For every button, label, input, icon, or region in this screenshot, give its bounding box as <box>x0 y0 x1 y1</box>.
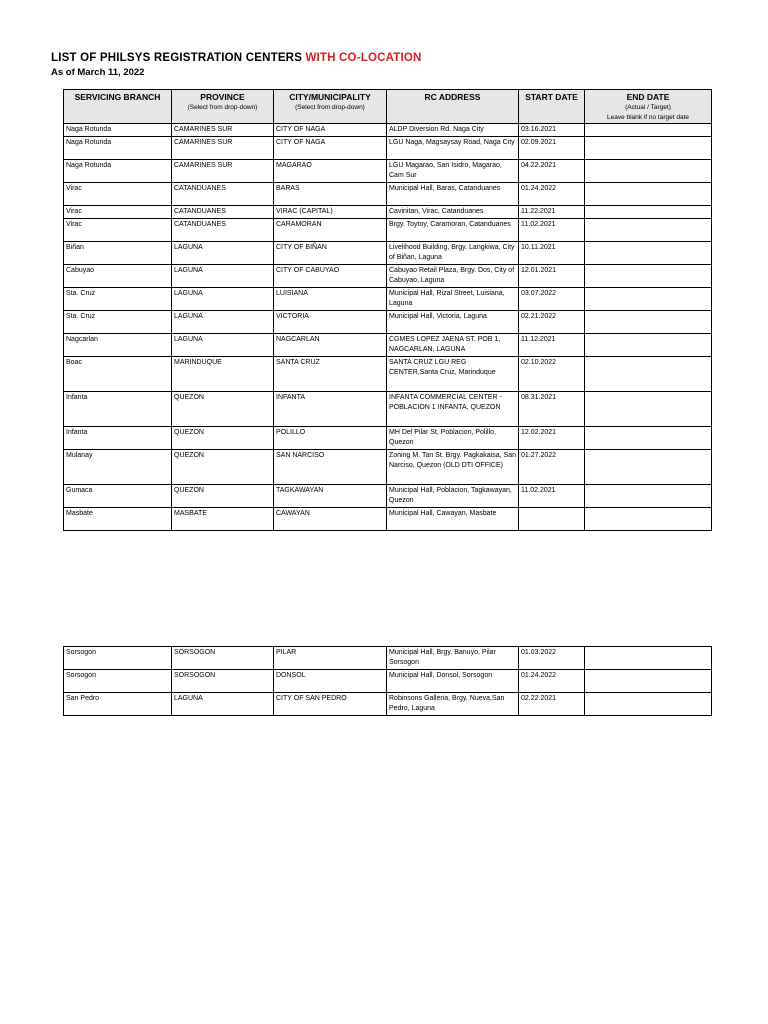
cell-servicing-branch: Boac <box>64 357 172 392</box>
cell-start-date: 10.11.2021 <box>519 242 585 265</box>
cell-end-date <box>585 392 712 427</box>
cell-end-date <box>585 693 712 716</box>
cell-servicing-branch: Sorsogon <box>64 670 172 693</box>
as-of-date: As of March 11, 2022 <box>51 67 145 78</box>
cell-start-date: 02.21.2022 <box>519 311 585 334</box>
table-row <box>64 670 712 693</box>
cell-end-date <box>585 427 712 450</box>
header-end-date-note: (Actual / Target) <box>625 104 671 111</box>
cell-city-municipality: PILAR <box>274 647 387 670</box>
cell-city-municipality: INFANTA <box>274 392 387 427</box>
cell-rc-address: Livelihood Building, Brgy. Langkiwa, City of Biñan, Laguna <box>387 242 519 265</box>
cell-city-municipality: TAGKAWAYAN <box>274 485 387 508</box>
cell-province: QUEZON <box>172 392 274 427</box>
cell-start-date: 02.10.2022 <box>519 357 585 392</box>
cell-servicing-branch: Virac <box>64 219 172 242</box>
cell-city-municipality: VIRAC (CAPITAL) <box>274 206 387 219</box>
title-main: LIST OF PHILSYS REGISTRATION CENTERS <box>51 52 306 64</box>
cell-city-municipality: DONSOL <box>274 670 387 693</box>
cell-rc-address: Municipal Hall, Victoria, Laguna <box>387 311 519 334</box>
cell-end-date <box>585 242 712 265</box>
cell-city-municipality: CAWAYAN <box>274 508 387 531</box>
cell-end-date <box>585 311 712 334</box>
cell-end-date <box>585 357 712 392</box>
cell-servicing-branch: Infanta <box>64 427 172 450</box>
cell-city-municipality: CITY OF NAGA <box>274 137 387 160</box>
cell-start-date <box>519 508 585 531</box>
cell-rc-address: Cabuyao Retail Plaza, Brgy. Dos, City of Cabuyao, Laguna <box>387 265 519 288</box>
cell-start-date: 01.03.2022 <box>519 647 585 670</box>
table-row <box>64 219 712 242</box>
cell-city-municipality: BARAS <box>274 183 387 206</box>
cell-servicing-branch: Naga Rotunda <box>64 137 172 160</box>
header-city-note: (Select from drop-down) <box>295 104 365 111</box>
cell-province: SORSOGON <box>172 647 274 670</box>
cell-end-date <box>585 160 712 183</box>
table-body-continued <box>64 647 712 716</box>
cell-servicing-branch: Masbate <box>64 508 172 531</box>
cell-rc-address: Municipal Hall, Poblacion, Tagkawayan, Quezon <box>387 485 519 508</box>
cell-province: SORSOGON <box>172 670 274 693</box>
cell-rc-address: SANTA CRUZ LGU REG CENTER,Santa Cruz, Marinduque <box>387 357 519 392</box>
header-province-note: (Select from drop-down) <box>187 104 258 111</box>
cell-start-date: 01.27.2022 <box>519 450 585 485</box>
cell-city-municipality: MAGARAO <box>274 160 387 183</box>
cell-city-municipality: VICTORIA <box>274 311 387 334</box>
table-body <box>64 124 712 531</box>
cell-rc-address: Municipal Hall, Rizal Street, Luisiana, Laguna <box>387 288 519 311</box>
table-row <box>64 183 712 206</box>
cell-rc-address: ALDP Diversion Rd. Naga City <box>387 124 519 137</box>
cell-end-date <box>585 183 712 206</box>
cell-province: LAGUNA <box>172 265 274 288</box>
cell-province: CAMARINES SUR <box>172 160 274 183</box>
table-row <box>64 357 712 392</box>
cell-rc-address: Municipal Hall, Brgy. Banuyo, Pilar Sorsogon <box>387 647 519 670</box>
cell-end-date <box>585 485 712 508</box>
registration-centers-table <box>63 89 712 531</box>
table-row <box>64 693 712 716</box>
header-servicing-branch: SERVICING BRANCH <box>64 90 172 124</box>
cell-rc-address: Robinsons Galleria, Brgy. Nueva,San Pedro, Laguna <box>387 693 519 716</box>
header-end-date: END DATE (Actual / Target) Leave blank if no target date <box>585 90 712 124</box>
cell-start-date: 11.22.2021 <box>519 206 585 219</box>
cell-rc-address: MH Del Pilar St, Poblacion, Polillo, Quezon <box>387 427 519 450</box>
header-start-date: START DATE <box>519 90 585 124</box>
cell-rc-address: LGU Naga, Magsaysay Road, Naga City <box>387 137 519 160</box>
cell-province: LAGUNA <box>172 334 274 357</box>
cell-end-date <box>585 288 712 311</box>
cell-start-date: 04.22.2021 <box>519 160 585 183</box>
cell-province: LAGUNA <box>172 693 274 716</box>
cell-start-date: 11.12.2021 <box>519 334 585 357</box>
cell-end-date <box>585 137 712 160</box>
cell-start-date: 02.22.2021 <box>519 693 585 716</box>
cell-servicing-branch: Nagcarlan <box>64 334 172 357</box>
header-end-date-hint: Leave blank if no target date <box>606 114 690 121</box>
cell-city-municipality: SAN NARCISO <box>274 450 387 485</box>
cell-servicing-branch: Mulanay <box>64 450 172 485</box>
cell-province: QUEZON <box>172 450 274 485</box>
table-row <box>64 206 712 219</box>
cell-province: LAGUNA <box>172 288 274 311</box>
header-province: PROVINCE (Select from drop-down) <box>172 90 274 124</box>
cell-city-municipality: CITY OF CABUYAO <box>274 265 387 288</box>
cell-rc-address: Municipal Hall, Baras, Catanduanes <box>387 183 519 206</box>
cell-servicing-branch: Sorsogon <box>64 647 172 670</box>
cell-start-date: 11.02.2021 <box>519 485 585 508</box>
cell-end-date <box>585 334 712 357</box>
cell-province: CATANDUANES <box>172 183 274 206</box>
header-rc-address: RC ADDRESS <box>387 90 519 124</box>
cell-servicing-branch: Gumaca <box>64 485 172 508</box>
table-row <box>64 124 712 137</box>
cell-end-date <box>585 450 712 485</box>
cell-rc-address: CGMES LOPEZ JAENA ST. POB 1, NAGCARLAN, LAGUNA <box>387 334 519 357</box>
cell-start-date: 08.31.2021 <box>519 392 585 427</box>
cell-city-municipality: POLILLO <box>274 427 387 450</box>
table-row <box>64 137 712 160</box>
cell-rc-address: Municipal Hall, Cawayan, Masbate <box>387 508 519 531</box>
cell-start-date: 12.01.2021 <box>519 265 585 288</box>
table-row <box>64 311 712 334</box>
cell-end-date <box>585 647 712 670</box>
title-accent: WITH CO-LOCATION <box>305 52 422 64</box>
cell-city-municipality: CARAMORAN <box>274 219 387 242</box>
cell-start-date: 03.07.2022 <box>519 288 585 311</box>
cell-servicing-branch: Biñan <box>64 242 172 265</box>
cell-city-municipality: CITY OF SAN PEDRO <box>274 693 387 716</box>
cell-servicing-branch: San Pedro <box>64 693 172 716</box>
cell-servicing-branch: Virac <box>64 206 172 219</box>
document-title <box>51 52 422 64</box>
table-row <box>64 334 712 357</box>
cell-rc-address: INFANTA COMMERCIAL CENTER - POBLACION 1 INFANTA, QUEZON <box>387 392 519 427</box>
table-row <box>64 242 712 265</box>
cell-city-municipality: CITY OF BIÑAN <box>274 242 387 265</box>
cell-end-date <box>585 670 712 693</box>
cell-city-municipality: LUISIANA <box>274 288 387 311</box>
cell-province: QUEZON <box>172 427 274 450</box>
cell-end-date <box>585 206 712 219</box>
cell-rc-address: Municipal Hall, Donsol, Sorsogon <box>387 670 519 693</box>
cell-servicing-branch: Sta. Cruz <box>64 288 172 311</box>
cell-servicing-branch: Virac <box>64 183 172 206</box>
registration-centers-table-continued <box>63 646 712 716</box>
header-row <box>64 90 712 124</box>
cell-start-date: 02.09.2021 <box>519 137 585 160</box>
table-row <box>64 647 712 670</box>
cell-start-date: 01.24.2022 <box>519 670 585 693</box>
table-row <box>64 392 712 427</box>
cell-province: CAMARINES SUR <box>172 137 274 160</box>
table-row <box>64 288 712 311</box>
cell-province: MASBATE <box>172 508 274 531</box>
cell-city-municipality: NAGCARLAN <box>274 334 387 357</box>
cell-province: QUEZON <box>172 485 274 508</box>
cell-end-date <box>585 124 712 137</box>
cell-rc-address: Zoning M. Tan St. Brgy. Pagkakaisa, San Narciso, Quezon (OLD DTI OFFICE) <box>387 450 519 485</box>
cell-servicing-branch: Cabuyao <box>64 265 172 288</box>
cell-servicing-branch: Naga Rotunda <box>64 124 172 137</box>
cell-end-date <box>585 219 712 242</box>
cell-start-date: 11.02.2021 <box>519 219 585 242</box>
table-row <box>64 485 712 508</box>
cell-province: MARINDUQUE <box>172 357 274 392</box>
cell-province: CATANDUANES <box>172 206 274 219</box>
table-row <box>64 450 712 485</box>
table-row <box>64 508 712 531</box>
cell-rc-address: Cavinitan, Virac, Catanduanes <box>387 206 519 219</box>
cell-province: CAMARINES SUR <box>172 124 274 137</box>
cell-servicing-branch: Naga Rotunda <box>64 160 172 183</box>
cell-rc-address: Brgy. Toytoy, Caramoran, Catanduanes <box>387 219 519 242</box>
cell-end-date <box>585 508 712 531</box>
cell-start-date: 03.16.2021 <box>519 124 585 137</box>
cell-city-municipality: SANTA CRUZ <box>274 357 387 392</box>
cell-province: LAGUNA <box>172 311 274 334</box>
cell-end-date <box>585 265 712 288</box>
cell-province: CATANDUANES <box>172 219 274 242</box>
header-city-municipality: CITY/MUNICIPALITY (Select from drop-down) <box>274 90 387 124</box>
cell-province: LAGUNA <box>172 242 274 265</box>
cell-city-municipality: CITY OF NAGA <box>274 124 387 137</box>
cell-start-date: 12.02.2021 <box>519 427 585 450</box>
cell-servicing-branch: Infanta <box>64 392 172 427</box>
table-row <box>64 160 712 183</box>
cell-rc-address: LGU Magarao, San Isidro, Magarao, Cam Sur <box>387 160 519 183</box>
cell-servicing-branch: Sta. Cruz <box>64 311 172 334</box>
cell-start-date: 01.24.2022 <box>519 183 585 206</box>
table-row <box>64 427 712 450</box>
table-row <box>64 265 712 288</box>
